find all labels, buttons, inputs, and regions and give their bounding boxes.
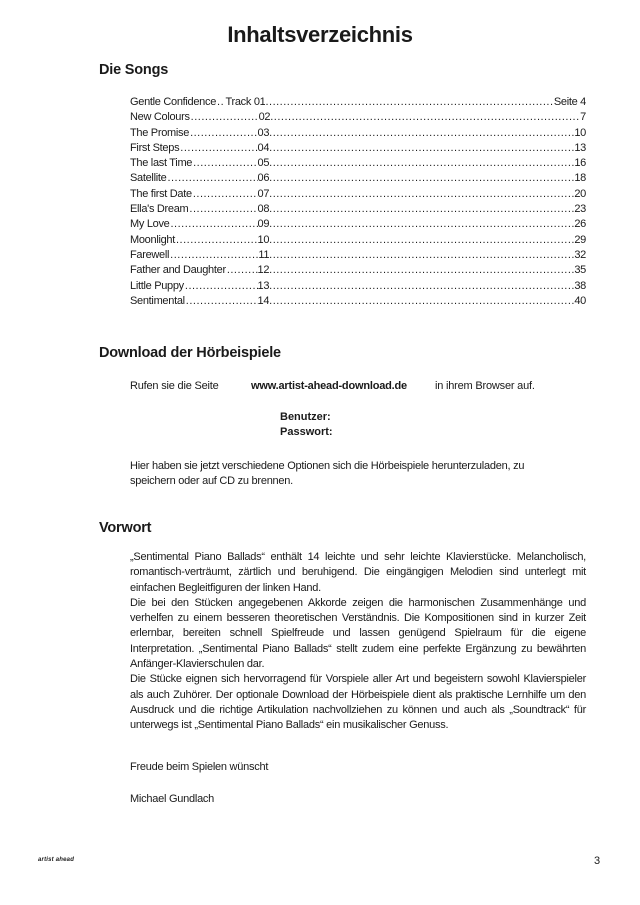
toc-song-title: First Steps bbox=[130, 141, 180, 154]
toc-leader-dots bbox=[269, 263, 574, 278]
table-of-contents bbox=[130, 95, 586, 309]
page-title: Inhaltsverzeichnis bbox=[227, 22, 413, 47]
toc-entry[interactable] bbox=[130, 171, 586, 186]
toc-song-title: Moonlight bbox=[130, 233, 175, 246]
toc-entry[interactable] bbox=[130, 248, 586, 263]
toc-entry[interactable] bbox=[130, 95, 586, 110]
toc-leader-dots bbox=[269, 233, 574, 248]
toc-leader-dots bbox=[269, 141, 574, 156]
toc-page-number: 16 bbox=[574, 157, 586, 170]
toc-entry[interactable] bbox=[130, 263, 586, 278]
toc-track-number: 03 bbox=[257, 126, 270, 139]
toc-page-number: 10 bbox=[574, 126, 586, 139]
toc-entry[interactable] bbox=[130, 156, 586, 171]
toc-song-title: New Colours bbox=[130, 111, 190, 124]
password-label: Passwort: bbox=[280, 426, 333, 438]
toc-leader-dots bbox=[269, 294, 574, 309]
toc-track-number: 08 bbox=[257, 203, 270, 216]
toc-song-title: Ella's Dream bbox=[130, 203, 189, 216]
toc-page-number: 20 bbox=[574, 187, 586, 200]
preface-author: Michael Gundlach bbox=[130, 793, 215, 805]
download-heading: Download der Hörbeispiele bbox=[99, 345, 281, 361]
toc-song-title: Farewell bbox=[130, 248, 170, 261]
toc-leader-dots bbox=[193, 187, 258, 202]
toc-leader-dots bbox=[227, 263, 258, 278]
toc-leader-dots bbox=[269, 217, 574, 232]
toc-leader-dots bbox=[269, 279, 574, 294]
download-intro: Rufen sie die Seite bbox=[130, 380, 219, 392]
toc-leader-dots bbox=[170, 248, 258, 263]
toc-leader-dots bbox=[180, 141, 257, 156]
toc-leader-dots bbox=[269, 202, 574, 217]
toc-track-number: 14 bbox=[257, 294, 270, 307]
toc-entry[interactable] bbox=[130, 110, 586, 125]
toc-song-title: My Love bbox=[130, 218, 170, 231]
toc-page-number: 38 bbox=[574, 279, 586, 292]
toc-page-number: 29 bbox=[574, 233, 586, 246]
toc-leader-dots bbox=[269, 126, 574, 141]
toc-track-number: 04 bbox=[257, 141, 270, 154]
toc-page-number: 18 bbox=[574, 172, 586, 185]
toc-track-number: Track 01 bbox=[225, 96, 266, 108]
toc-track-number: 05 bbox=[257, 157, 270, 170]
preface-paragraph: Die bei den Stücken angegebenen Akkorde zeigen die harmonischen Zusammenhänge und verhelfen zu einem besseren theoretischen Verständnis. Die Kompositionen sind in kurzer Zeit erlernbar, bereiten schnell Spielfreude und lassen genügend Spielraum für die eigene Interpretation. „Sentimental Piano Ballads“ stellt zudem eine perfekte Ergänzung zu bewährten Anfänger-Klavierschulen dar. bbox=[130, 596, 586, 671]
toc-entry[interactable] bbox=[130, 202, 586, 217]
toc-song-title: Gentle Confidence bbox=[130, 96, 217, 108]
download-outro: in ihrem Browser auf. bbox=[435, 380, 535, 392]
toc-leader-dots bbox=[193, 156, 257, 171]
toc-song-title: The Promise bbox=[130, 126, 190, 139]
toc-track-number: 10 bbox=[257, 233, 270, 246]
toc-track-number: 11 bbox=[258, 248, 270, 261]
toc-leader-dots bbox=[176, 233, 258, 248]
toc-leader-dots bbox=[185, 279, 258, 294]
preface-paragraph: Die Stücke eignen sich hervorragend für Vorspiele aller Art und begeistern sowohl Klavierspieler als auch Zuhörer. Der optionale Download der Hörbeispiele dient als praktische Lernhilfe um den Ausdruck und die richtige Artikulation nachvollziehen zu können und auch als „Soundtrack“ für unterwegs ist „Sentimental Piano Ballads“ ein musikalischer Genuss. bbox=[130, 673, 586, 732]
toc-entry[interactable] bbox=[130, 294, 586, 309]
toc-track-number: 07 bbox=[257, 187, 270, 200]
toc-page-number: 26 bbox=[574, 218, 586, 231]
toc-entry[interactable] bbox=[130, 279, 586, 294]
toc-entry[interactable] bbox=[130, 126, 586, 141]
toc-track-number: 06 bbox=[257, 172, 270, 185]
toc-entry[interactable] bbox=[130, 233, 586, 248]
toc-leader-dots bbox=[189, 202, 257, 217]
preface-paragraph: „Sentimental Piano Ballads“ enthält 14 leichte und sehr leichte Klavierstücke. Melancholisch, romantisch-verträumt, zärtlich und beruhigend. Die eingängigen Melodien sind unterlegt mit einfachen Begleitfiguren der linken Hand. bbox=[130, 551, 586, 594]
toc-song-title: The last Time bbox=[130, 157, 193, 170]
download-options-text: Hier haben sie jetzt verschiedene Optionen sich die Hörbeispiele herunterzuladen, zu speichern oder auf CD zu brennen. bbox=[130, 460, 525, 488]
page-number: 3 bbox=[594, 855, 601, 867]
preface-body bbox=[130, 550, 586, 734]
toc-entry[interactable] bbox=[130, 187, 586, 202]
toc-track-number: 02 bbox=[258, 111, 271, 124]
toc-leader-dots bbox=[217, 95, 225, 110]
toc-leader-dots bbox=[270, 110, 580, 125]
toc-leader-dots bbox=[269, 187, 574, 202]
toc-leader-dots bbox=[167, 171, 257, 186]
toc-leader-dots bbox=[170, 217, 257, 232]
toc-page-number: 7 bbox=[580, 111, 586, 124]
toc-track-number: 13 bbox=[257, 279, 270, 292]
toc-page-number: 40 bbox=[574, 294, 586, 307]
toc-track-number: 09 bbox=[257, 218, 270, 231]
toc-leader-dots bbox=[190, 126, 257, 141]
toc-page-number: 32 bbox=[574, 248, 586, 261]
toc-page-number: Seite 4 bbox=[553, 96, 586, 108]
toc-entry[interactable] bbox=[130, 141, 586, 156]
toc-page-number: 13 bbox=[574, 141, 586, 154]
toc-leader-dots bbox=[186, 294, 258, 309]
toc-leader-dots bbox=[269, 248, 574, 263]
toc-song-title: Sentimental bbox=[130, 294, 185, 307]
toc-entry[interactable] bbox=[130, 217, 586, 232]
toc-leader-dots bbox=[269, 171, 574, 186]
toc-song-title: Little Puppy bbox=[130, 279, 184, 292]
toc-leader-dots bbox=[265, 95, 553, 110]
toc-leader-dots bbox=[269, 156, 574, 171]
preface-heading: Vorwort bbox=[99, 520, 152, 536]
toc-song-title: Satellite bbox=[130, 172, 167, 185]
toc-leader-dots bbox=[191, 110, 259, 125]
toc-song-title: Father and Daughter bbox=[130, 264, 226, 277]
toc-track-number: 12 bbox=[257, 264, 270, 277]
download-url[interactable]: www.artist-ahead-download.de bbox=[251, 380, 407, 392]
toc-song-title: The first Date bbox=[130, 187, 192, 200]
songs-heading: Die Songs bbox=[99, 62, 169, 78]
user-label: Benutzer: bbox=[280, 411, 331, 423]
toc-page-number: 35 bbox=[574, 264, 586, 277]
toc-page-number: 23 bbox=[574, 203, 586, 216]
publisher-logo: artist ahead bbox=[38, 857, 75, 863]
preface-closing: Freude beim Spielen wünscht bbox=[130, 761, 269, 773]
